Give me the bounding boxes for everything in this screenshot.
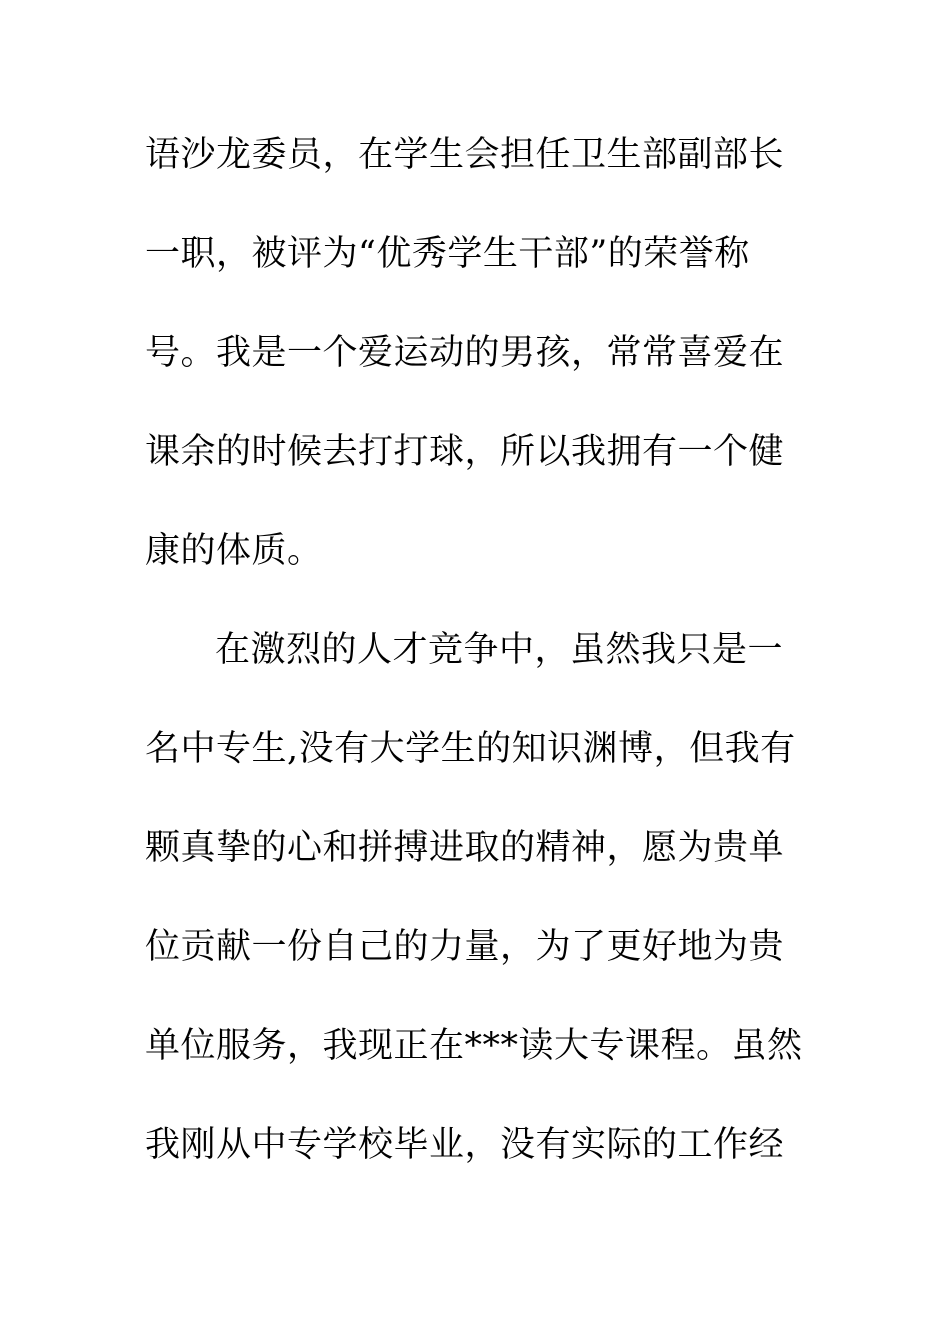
text-line: 我刚从中专学校毕业，没有实际的工作经 <box>145 1125 785 1165</box>
document-body <box>145 120 805 1209</box>
text-line: 颗真挚的心和拼搏进取的精神，愿为贵单 <box>145 828 785 868</box>
text-line: 一职，被评为“优秀学生干部”的荣誉称 <box>145 234 750 274</box>
text-line: 单位服务，我现正在***读大专课程。虽然 <box>145 1026 803 1066</box>
text-line: 名中专生,没有大学生的知识渊博，但我有 <box>145 729 796 769</box>
text-line: 语沙龙委员，在学生会担任卫生部副部长 <box>145 135 785 175</box>
text-line: 位贡献一份自己的力量，为了更好地为贵 <box>145 927 785 967</box>
text-line: 康的体质。 <box>145 531 323 571</box>
text-line: 课余的时候去打打球，所以我拥有一个健 <box>145 432 785 472</box>
paragraph-first-line: 在激烈的人才竞争中，虽然我只是一 <box>215 630 784 670</box>
text-line: 号。我是一个爱运动的男孩，常常喜爱在 <box>145 333 785 373</box>
